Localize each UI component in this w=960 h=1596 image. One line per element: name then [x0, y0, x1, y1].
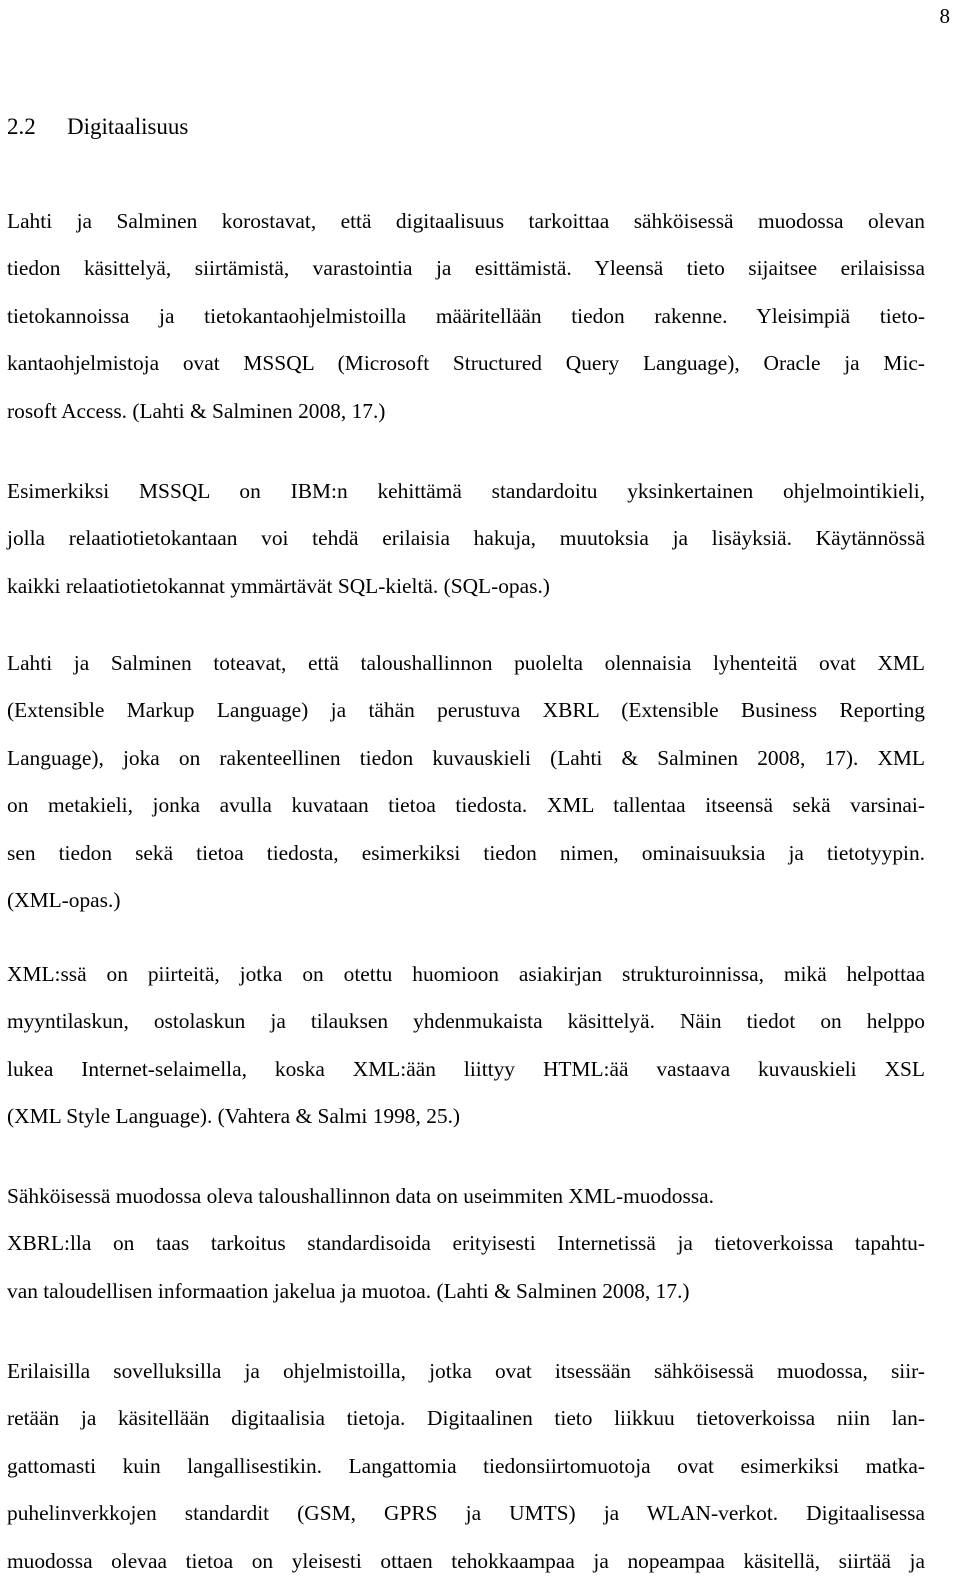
paragraph-line: puhelinverkkojen standardit (GSM, GPRS ja UMTS) ja WLAN-verkot. Digitaalisessa	[7, 1501, 925, 1526]
paragraph-line: on metakieli, jonka avulla kuvataan tietoa tiedosta. XML tallentaa itseensä sekä varsinai-	[7, 793, 925, 818]
paragraph-line: kantaohjelmistoja ovat MSSQL (Microsoft Structured Query Language), Oracle ja Mic-	[7, 351, 925, 376]
paragraph-3	[7, 640, 925, 924]
section-heading	[7, 113, 188, 141]
paragraph-2	[7, 468, 925, 610]
paragraph-line: (XML-opas.)	[7, 888, 121, 913]
paragraph-line: muodossa olevaa tietoa on yleisesti ottaen tehokkaampaa ja nopeampaa käsitellä, siirtää ja	[7, 1548, 925, 1573]
paragraph-line: XBRL:lla on taas tarkoitus standardisoida erityisesti Internetissä ja tietoverkoissa tapahtu-	[7, 1231, 925, 1256]
paragraph-line: (Extensible Markup Language) ja tähän perustuva XBRL (Extensible Business Reporting	[7, 698, 925, 723]
paragraph-line: (XML Style Language). (Vahtera & Salmi 1998, 25.)	[7, 1104, 461, 1129]
paragraph-line: kaikki relaatiotietokannat ymmärtävät SQL-kieltä. (SQL-opas.)	[7, 573, 550, 598]
paragraph-line: gattomasti kuin langallisestikin. Langattomia tiedonsiirtomuotoja ovat esimerkiksi matka-	[7, 1453, 925, 1478]
paragraph-line: Lahti ja Salminen korostavat, että digitaalisuus tarkoittaa sähköisessä muodossa olevan	[7, 209, 925, 233]
paragraph-line: Erilaisilla sovelluksilla ja ohjelmistoilla, jotka ovat itsessään sähköisessä muodossa, siir-	[7, 1359, 925, 1383]
paragraph-line: tietokannoissa ja tietokantaohjelmistoilla määritellään tiedon rakenne. Yleisimpiä tieto-	[7, 303, 925, 328]
paragraph-line: sen tiedon sekä tietoa tiedosta, esimerkiksi tiedon nimen, ominaisuuksia ja tietotyypin.	[7, 840, 925, 865]
page-number: 8	[939, 4, 950, 28]
paragraph-4	[7, 951, 925, 1141]
paragraph-line: tiedon käsittelyä, siirtämistä, varastointia ja esittämistä. Yleensä tieto sijaitsee erilaisissa	[7, 256, 925, 281]
paragraph-line: XML:ssä on piirteitä, jotka on otettu huomioon asiakirjan strukturoinnissa, mikä helpottaa	[7, 962, 925, 986]
paragraph-line: van taloudellisen informaation jakelua ja muotoa. (Lahti & Salminen 2008, 17.)	[7, 1278, 690, 1303]
paragraph-line: lukea Internet-selaimella, koska XML:ään liittyy HTML:ää vastaava kuvauskieli XSL	[7, 1056, 925, 1081]
paragraph-5	[7, 1173, 925, 1315]
paragraph-line: Lahti ja Salminen toteavat, että taloushallinnon puolelta olennaisia lyhenteitä ovat XML	[7, 651, 925, 675]
paragraph-1	[7, 198, 925, 435]
paragraph-line: Esimerkiksi MSSQL on IBM:n kehittämä standardoitu yksinkertainen ohjelmointikieli,	[7, 479, 925, 503]
paragraph-line: retään ja käsitellään digitaalisia tietoja. Digitaalinen tieto liikkuu tietoverkoissa niin lan-	[7, 1406, 925, 1431]
paragraph-line: Language), joka on rakenteellinen tiedon kuvauskieli (Lahti & Salminen 2008, 17). XML	[7, 745, 925, 770]
section-number: 2.2	[7, 114, 36, 139]
paragraph-line: myyntilaskun, ostolaskun ja tilauksen yhdenmukaista käsittelyä. Näin tiedot on helppo	[7, 1009, 925, 1034]
paragraph-6	[7, 1348, 925, 1585]
paragraph-line: Sähköisessä muodossa oleva taloushallinnon data on useimmiten XML-muodossa.	[7, 1184, 714, 1208]
paragraph-line: rosoft Access. (Lahti & Salminen 2008, 17.)	[7, 398, 386, 423]
section-title: Digitaalisuus	[67, 114, 189, 139]
paragraph-line: jolla relaatiotietokantaan voi tehdä erilaisia hakuja, muutoksia ja lisäyksiä. Käytännössä	[7, 526, 925, 551]
